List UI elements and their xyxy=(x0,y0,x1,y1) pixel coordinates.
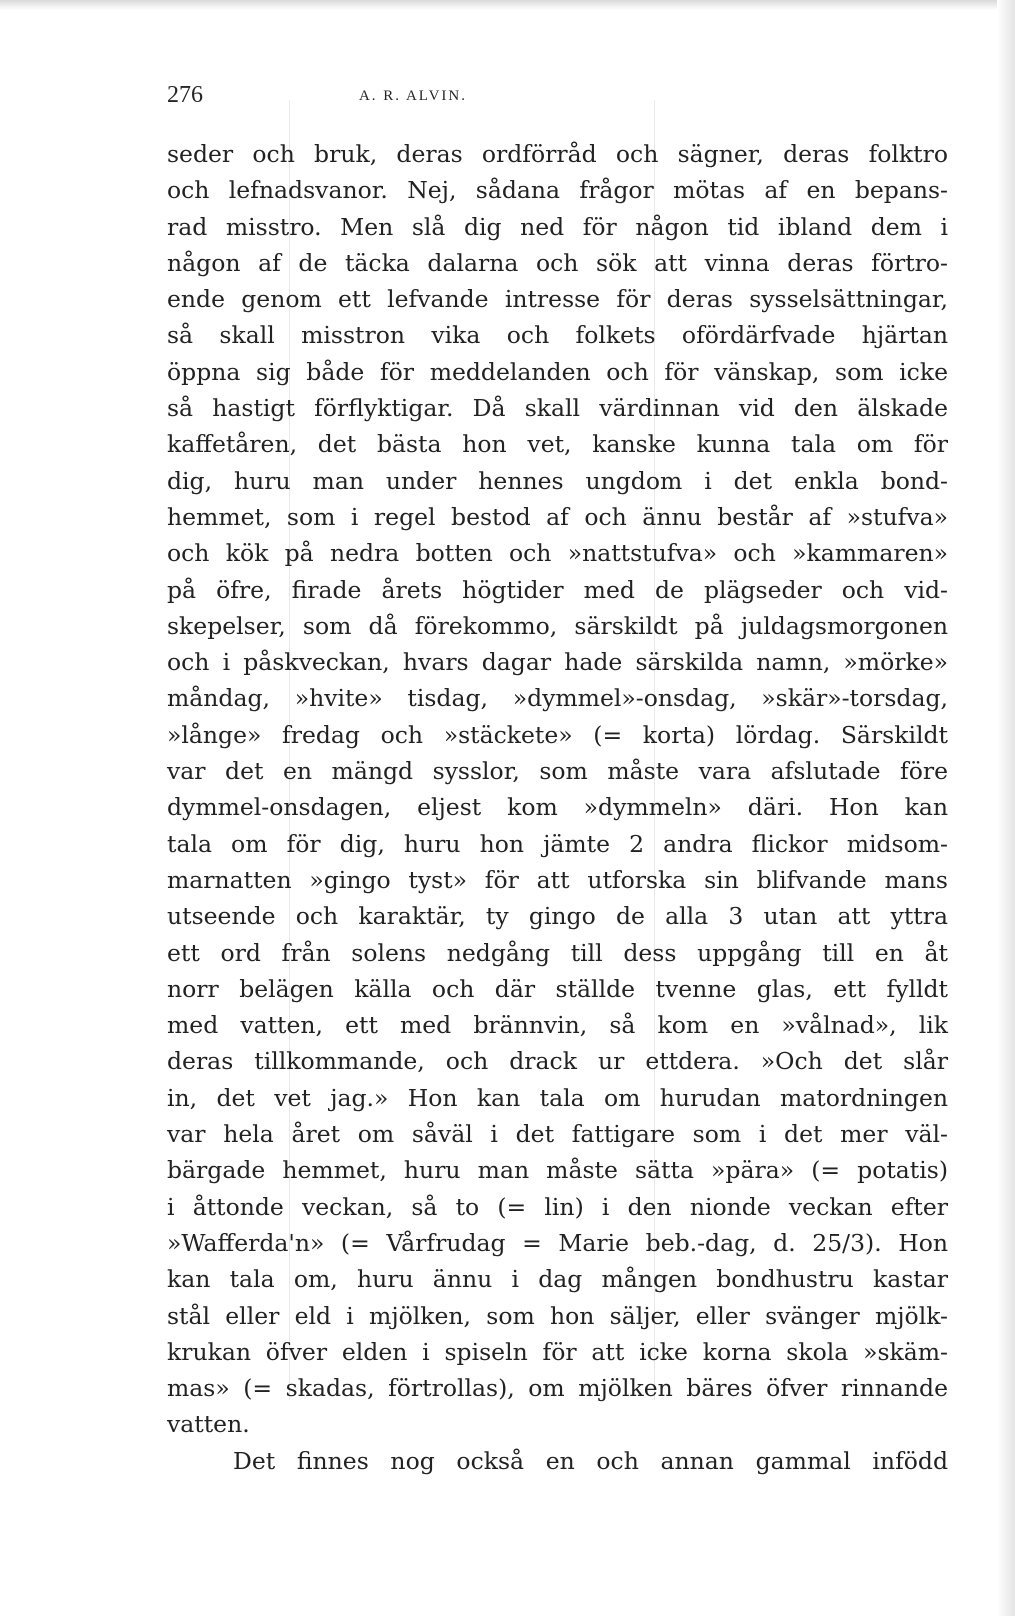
text-line: i åttonde veckan, så to (= lin) i den nionde veckan efter xyxy=(167,1192,948,1221)
text-line: dig, huru man under hennes ungdom i det enkla bond- xyxy=(167,466,948,495)
text-line: måndag, »hvite» tisdag, »dymmel»-onsdag, »skär»-torsdag, xyxy=(167,684,948,713)
body-text xyxy=(167,136,948,1479)
text-line-paragraph-start: Det finnes nog också en och annan gammal infödd xyxy=(233,1446,948,1475)
text-line: ett ord från solens nedgång till dess uppgång till en åt xyxy=(167,938,948,967)
text-line: mas» (= skadas, förtrollas), om mjölken bäres öfver rinnande xyxy=(167,1374,948,1403)
text-line: var det en mängd sysslor, som måste vara afslutade före xyxy=(167,757,948,786)
scan-edge-top xyxy=(0,0,1015,10)
text-line: dymmel-onsdagen, eljest kom »dymmeln» däri. Hon kan xyxy=(167,793,948,822)
text-line: kaffetåren, det bästa hon vet, kanske kunna tala om för xyxy=(167,430,948,459)
scan-edge-right xyxy=(997,0,1015,1616)
text-line: kan tala om, huru ännu i dag mången bondhustru kastar xyxy=(167,1265,948,1294)
text-line: norr belägen källa och där ställde tvenne glas, ett fylldt xyxy=(167,974,948,1003)
text-line: in, det vet jag.» Hon kan tala om hurudan matordningen xyxy=(167,1083,948,1112)
text-line: utseende och karaktär, ty gingo de alla 3 utan att yttra xyxy=(167,902,948,931)
text-line: bärgade hemmet, huru man måste sätta »pära» (= potatis) xyxy=(167,1156,948,1185)
text-line-paragraph-end: vatten. xyxy=(167,1410,250,1439)
text-line: skepelser, som då förekommo, särskildt på juldagsmorgonen xyxy=(167,611,948,640)
text-line: på öfre, firade årets högtider med de plägseder och vid- xyxy=(167,575,948,604)
text-line: rad misstro. Men slå dig ned för någon tid ibland dem i xyxy=(167,212,948,241)
text-line: så skall misstron vika och folkets ofördärfvade hjärtan xyxy=(167,321,948,350)
text-line: och lefnadsvanor. Nej, sådana frågor mötas af en bepans- xyxy=(167,176,948,205)
text-line: var hela året om såväl i det fattigare som i det mer väl- xyxy=(167,1120,948,1149)
text-line: marnatten »gingo tyst» för att utforska sin blifvande mans xyxy=(167,865,948,894)
text-line: »långe» fredag och »stäckete» (= korta) lördag. Särskildt xyxy=(167,720,948,749)
page-number: 276 xyxy=(167,82,203,108)
text-line: tala om för dig, huru hon jämte 2 andra flickor midsom- xyxy=(167,829,948,858)
text-line: och i påskveckan, hvars dagar hade särskilda namn, »mörke» xyxy=(167,648,948,677)
page-header xyxy=(167,82,948,118)
text-line: med vatten, ett med brännvin, så kom en »vålnad», lik xyxy=(167,1011,948,1040)
text-line: någon af de täcka dalarna och sök att vinna deras förtro- xyxy=(167,248,948,277)
text-line: och kök på nedra botten och »nattstufva» och »kammaren» xyxy=(167,539,948,568)
text-line: seder och bruk, deras ordförråd och sägner, deras folktro xyxy=(167,140,948,168)
text-line: hemmet, som i regel bestod af och ännu består af »stufva» xyxy=(167,502,948,531)
text-line: deras tillkommande, och drack ur ettdera. »Och det slår xyxy=(167,1047,948,1076)
text-line: »Wafferda'n» (= Vårfrudag = Marie beb.-dag, d. 25/3). Hon xyxy=(167,1228,948,1257)
text-line: stål eller eld i mjölken, som hon säljer, eller svänger mjölk- xyxy=(167,1301,948,1330)
text-line: så hastigt förflyktigar. Då skall värdinnan vid den älskade xyxy=(167,394,948,423)
text-line: öppna sig både för meddelanden och för vänskap, som icke xyxy=(167,357,948,386)
text-line: krukan öfver elden i spiseln för att icke korna skola »skäm- xyxy=(167,1337,948,1366)
running-head: A. R. ALVIN. xyxy=(358,88,468,104)
text-line: ende genom ett lefvande intresse för deras sysselsättningar, xyxy=(167,285,948,314)
